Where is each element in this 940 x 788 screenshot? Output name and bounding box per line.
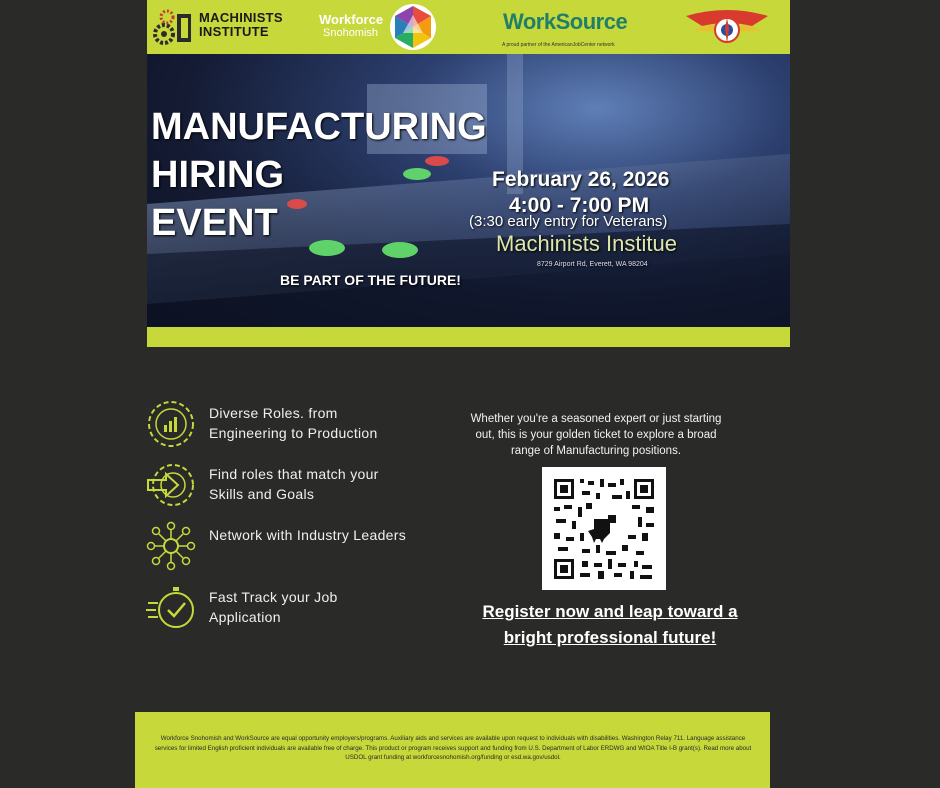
register-line-2: bright professional future!	[503, 628, 717, 647]
network-icon	[146, 521, 196, 571]
early-entry-note: (3:30 early entry for Veterans)	[469, 213, 668, 230]
qr-code[interactable]	[542, 467, 666, 590]
feature-find-roles: Find roles that match your Skills and Goals	[209, 466, 379, 502]
event-address: 8729 Airport Rd, Everett, WA 98204	[537, 261, 648, 268]
feature-network: Network with Industry Leaders	[209, 527, 407, 543]
worksource-tagline: A proud partner of the AmericanJobCenter network	[502, 42, 615, 48]
footer-disclaimer	[135, 712, 770, 788]
gear-chart-icon	[146, 399, 196, 449]
worksource-name: WorkSource	[503, 9, 628, 34]
workforce-snohomish-logo-icon	[389, 3, 437, 51]
hero-title-line-3: EVENT	[151, 202, 278, 244]
logo-bar	[147, 0, 790, 54]
footer-text: Workforce Snohomish and WorkSource are equal opportunity employers/programs. Auxiliary aids and services are available upon request to individuals with disabilities. Washington Relay 711. Language assistance services for limited English proficient individuals are available free of charge. This product or program receives support and funding from U.S. Department of Labor ERDWG and WIOA Title I-B grant(s). Read more about USDOL grant funding at workforcesnohomish.org/funding or esd.wa.gov/usdol.	[154, 735, 752, 761]
mi-line1: MACHINISTS	[199, 10, 283, 25]
feature-diverse-roles: Diverse Roles. from Engineering to Production	[209, 405, 378, 441]
machinists-institute-name	[199, 11, 283, 39]
mi-line2: INSTITUTE	[199, 24, 269, 39]
intro-text: Whether you're a seasoned expert or just starting out, this is your golden ticket to explore a broad range of Manufacturing positions.	[470, 413, 722, 457]
hero-title-line-1: MANUFACTURING	[151, 106, 487, 148]
workforce-name: Workforce	[319, 12, 384, 27]
register-line-1: Register now and leap toward a	[482, 602, 738, 621]
event-venue: Machinists Institue	[496, 231, 677, 256]
stopwatch-check-icon	[146, 583, 196, 633]
hero-tagline: BE PART OF THE FUTURE!	[280, 272, 461, 288]
machinists-institute-logo-icon	[153, 8, 195, 48]
hero-banner	[147, 54, 790, 327]
qr-code-icon	[542, 467, 666, 590]
feature-fast-track: Fast Track your Job Application	[209, 589, 338, 625]
register-cta[interactable]	[455, 599, 765, 651]
hero-accent-strip	[147, 327, 790, 347]
event-date: February 26, 2026	[492, 168, 670, 191]
hero-title-line-2: HIRING	[151, 154, 284, 196]
event-time: 4:00 - 7:00 PM	[509, 194, 650, 217]
gear-arrow-icon	[146, 460, 196, 510]
union-emblem-icon	[682, 4, 772, 48]
workforce-sub: Snohomish	[323, 27, 379, 39]
